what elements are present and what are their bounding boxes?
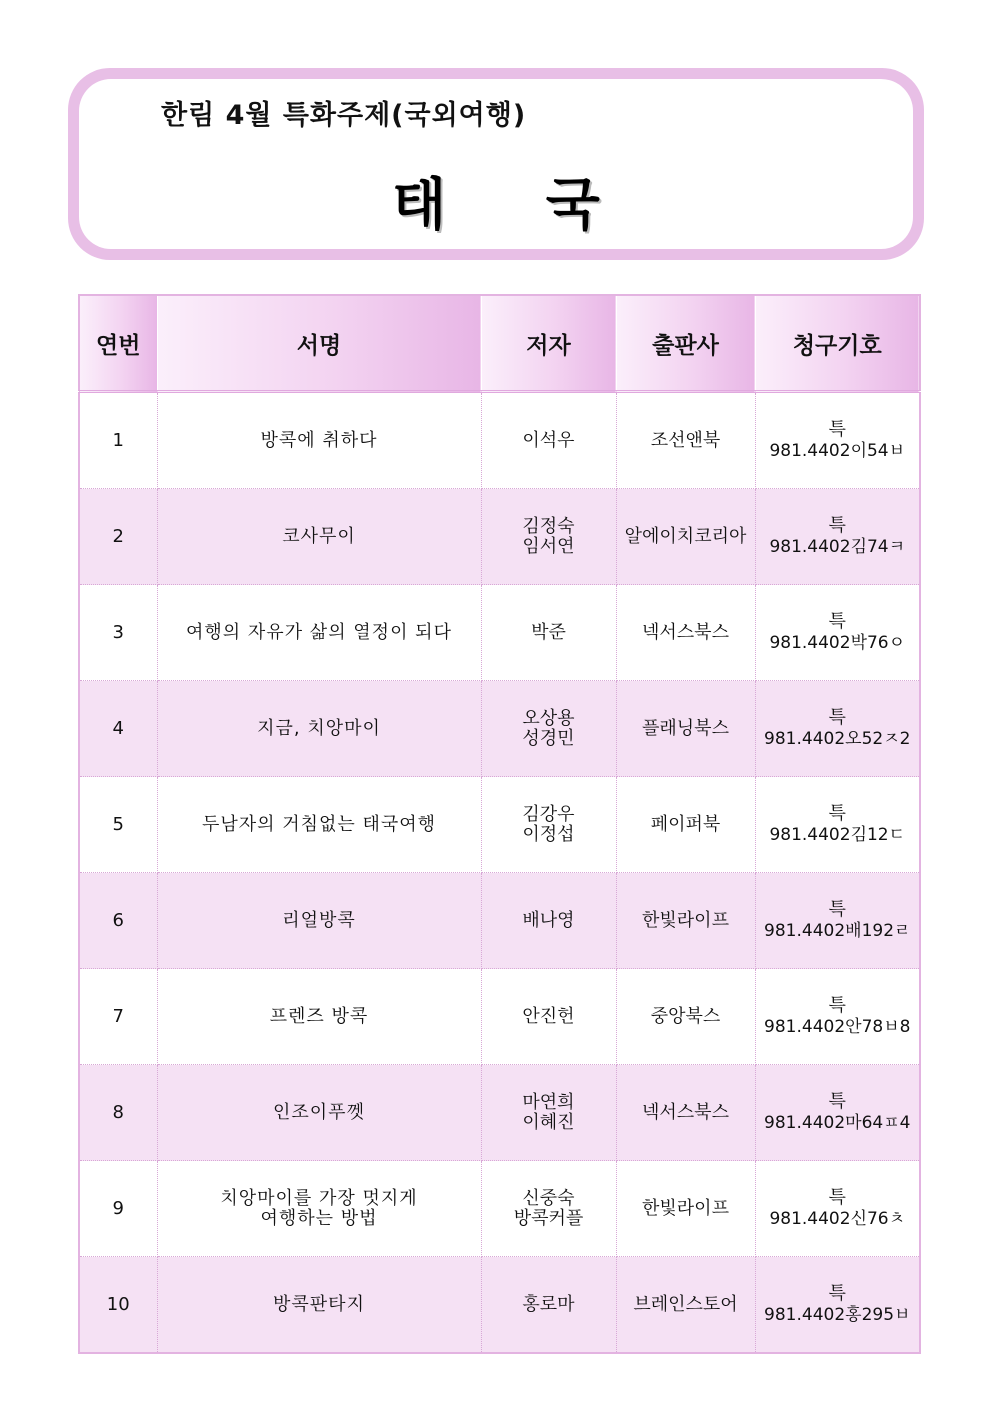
table-row xyxy=(79,969,920,1065)
row-number-cell: 10 xyxy=(79,1257,157,1354)
publisher-cell: 중앙북스 xyxy=(616,969,755,1065)
row-number-cell: 2 xyxy=(79,489,157,585)
row-number-cell: 9 xyxy=(79,1161,157,1257)
call-number-value: 981.4402박76ㅇ xyxy=(769,632,906,653)
call-number-cell xyxy=(755,392,920,489)
author-cell xyxy=(481,585,616,681)
book-title-cell xyxy=(157,1065,481,1161)
call-number-prefix: 특 xyxy=(828,898,846,920)
call-number-prefix: 특 xyxy=(828,1282,846,1304)
author-cell xyxy=(481,489,616,585)
subtitle: 한림 4월 특화주제(국외여행) xyxy=(161,100,527,131)
author-name: 박준 xyxy=(531,621,566,643)
book-title-cell xyxy=(157,489,481,585)
call-number-prefix: 특 xyxy=(828,706,846,728)
page-title: 태 국 xyxy=(392,173,640,238)
call-number-prefix: 특 xyxy=(828,802,846,824)
publisher-cell: 넥서스북스 xyxy=(616,585,755,681)
call-number-value: 981.4402이54ㅂ xyxy=(769,440,906,461)
book-title-cell xyxy=(157,1257,481,1354)
row-number-cell: 3 xyxy=(79,585,157,681)
table-row xyxy=(79,1257,920,1354)
row-number-cell: 7 xyxy=(79,969,157,1065)
call-number-prefix: 특 xyxy=(828,994,846,1016)
author-cell xyxy=(481,969,616,1065)
book-title-line: 리얼방콕 xyxy=(282,909,356,931)
author-name: 홍로마 xyxy=(522,1293,575,1315)
author-name: 이석우 xyxy=(522,429,575,451)
call-number-cell xyxy=(755,585,920,681)
author-cell xyxy=(481,1257,616,1354)
book-title-line: 지금, 치앙마이 xyxy=(257,717,381,739)
author-cell xyxy=(481,873,616,969)
row-number-cell: 8 xyxy=(79,1065,157,1161)
call-number-cell xyxy=(755,873,920,969)
call-number-cell xyxy=(755,1161,920,1257)
author-name: 김정숙 xyxy=(522,515,575,537)
publisher-cell: 페이퍼북 xyxy=(616,777,755,873)
call-number-prefix: 특 xyxy=(828,1186,846,1208)
table-body xyxy=(79,392,920,1354)
publisher-cell: 한빛라이프 xyxy=(616,873,755,969)
author-cell xyxy=(481,681,616,777)
book-title-line: 여행의 자유가 삶의 열정이 되다 xyxy=(186,621,452,643)
book-title-line: 인조이푸껫 xyxy=(273,1101,365,1123)
book-title-line: 코사무이 xyxy=(282,525,356,547)
publisher-cell: 플래닝북스 xyxy=(616,681,755,777)
table-row xyxy=(79,1065,920,1161)
call-number-cell xyxy=(755,681,920,777)
call-number-value: 981.4402김74ㅋ xyxy=(769,536,906,557)
publisher-cell: 넥서스북스 xyxy=(616,1065,755,1161)
book-title-cell xyxy=(157,681,481,777)
book-title-line: 두남자의 거침없는 태국여행 xyxy=(201,813,437,835)
column-header-author: 저자 xyxy=(481,295,616,392)
author-name: 임서연 xyxy=(522,535,575,557)
call-number-value: 981.4402신76ㅊ xyxy=(769,1208,906,1229)
author-name: 방콕커플 xyxy=(513,1207,584,1229)
book-title-cell xyxy=(157,969,481,1065)
call-number-value: 981.4402홍295ㅂ xyxy=(764,1304,911,1325)
publisher-cell: 브레인스토어 xyxy=(616,1257,755,1354)
call-number-value: 981.4402안78ㅂ8 xyxy=(764,1016,911,1037)
call-number-cell xyxy=(755,969,920,1065)
call-number-value: 981.4402마64ㅍ4 xyxy=(764,1112,911,1133)
book-title-line: 방콕판타지 xyxy=(273,1293,365,1315)
author-name: 안진헌 xyxy=(522,1005,575,1027)
author-cell xyxy=(481,1161,616,1257)
table-row xyxy=(79,489,920,585)
call-number-cell xyxy=(755,1257,920,1354)
author-name: 신중숙 xyxy=(522,1187,575,1209)
author-name: 오상용 xyxy=(522,707,575,729)
author-name: 성경민 xyxy=(522,727,575,749)
header-panel xyxy=(79,79,913,249)
column-header-title: 서명 xyxy=(157,295,481,392)
author-name: 배나영 xyxy=(522,909,575,931)
publisher-cell: 알에이치코리아 xyxy=(616,489,755,585)
publisher-cell: 한빛라이프 xyxy=(616,1161,755,1257)
call-number-value: 981.4402오52ㅈ2 xyxy=(764,728,911,749)
call-number-prefix: 특 xyxy=(828,418,846,440)
call-number-value: 981.4402김12ㄷ xyxy=(769,824,906,845)
call-number-prefix: 특 xyxy=(828,610,846,632)
publisher-cell: 조선앤북 xyxy=(616,392,755,489)
author-name: 마연희 xyxy=(522,1091,575,1113)
author-cell xyxy=(481,392,616,489)
column-header-publisher: 출판사 xyxy=(616,295,755,392)
book-title-cell xyxy=(157,585,481,681)
call-number-prefix: 특 xyxy=(828,1090,846,1112)
table-row xyxy=(79,585,920,681)
book-title-cell xyxy=(157,392,481,489)
table-row xyxy=(79,1161,920,1257)
row-number-cell: 4 xyxy=(79,681,157,777)
author-cell xyxy=(481,777,616,873)
row-number-cell: 1 xyxy=(79,392,157,489)
book-title-cell xyxy=(157,777,481,873)
header-frame xyxy=(68,68,924,260)
table-row xyxy=(79,777,920,873)
book-title-line: 프렌즈 방콕 xyxy=(269,1005,369,1027)
book-title-line: 여행하는 방법 xyxy=(260,1207,378,1229)
author-cell xyxy=(481,1065,616,1161)
author-name: 김강우 xyxy=(522,803,575,825)
table-row xyxy=(79,873,920,969)
row-number-cell: 5 xyxy=(79,777,157,873)
author-name: 이정섭 xyxy=(522,823,575,845)
row-number-cell: 6 xyxy=(79,873,157,969)
book-title-line: 방콕에 취하다 xyxy=(260,429,378,451)
call-number-prefix: 특 xyxy=(828,514,846,536)
book-title-cell xyxy=(157,873,481,969)
author-name: 이혜진 xyxy=(522,1111,575,1133)
column-header-number: 연번 xyxy=(79,295,157,392)
call-number-cell xyxy=(755,777,920,873)
table-row xyxy=(79,392,920,489)
table-header-row xyxy=(79,295,920,392)
book-title-line: 치앙마이를 가장 멋지게 xyxy=(220,1187,418,1209)
book-list-table xyxy=(78,294,921,1354)
call-number-value: 981.4402배192ㄹ xyxy=(764,920,911,941)
call-number-cell xyxy=(755,1065,920,1161)
call-number-cell xyxy=(755,489,920,585)
column-header-call-number: 청구기호 xyxy=(755,295,920,392)
table-row xyxy=(79,681,920,777)
book-title-cell xyxy=(157,1161,481,1257)
